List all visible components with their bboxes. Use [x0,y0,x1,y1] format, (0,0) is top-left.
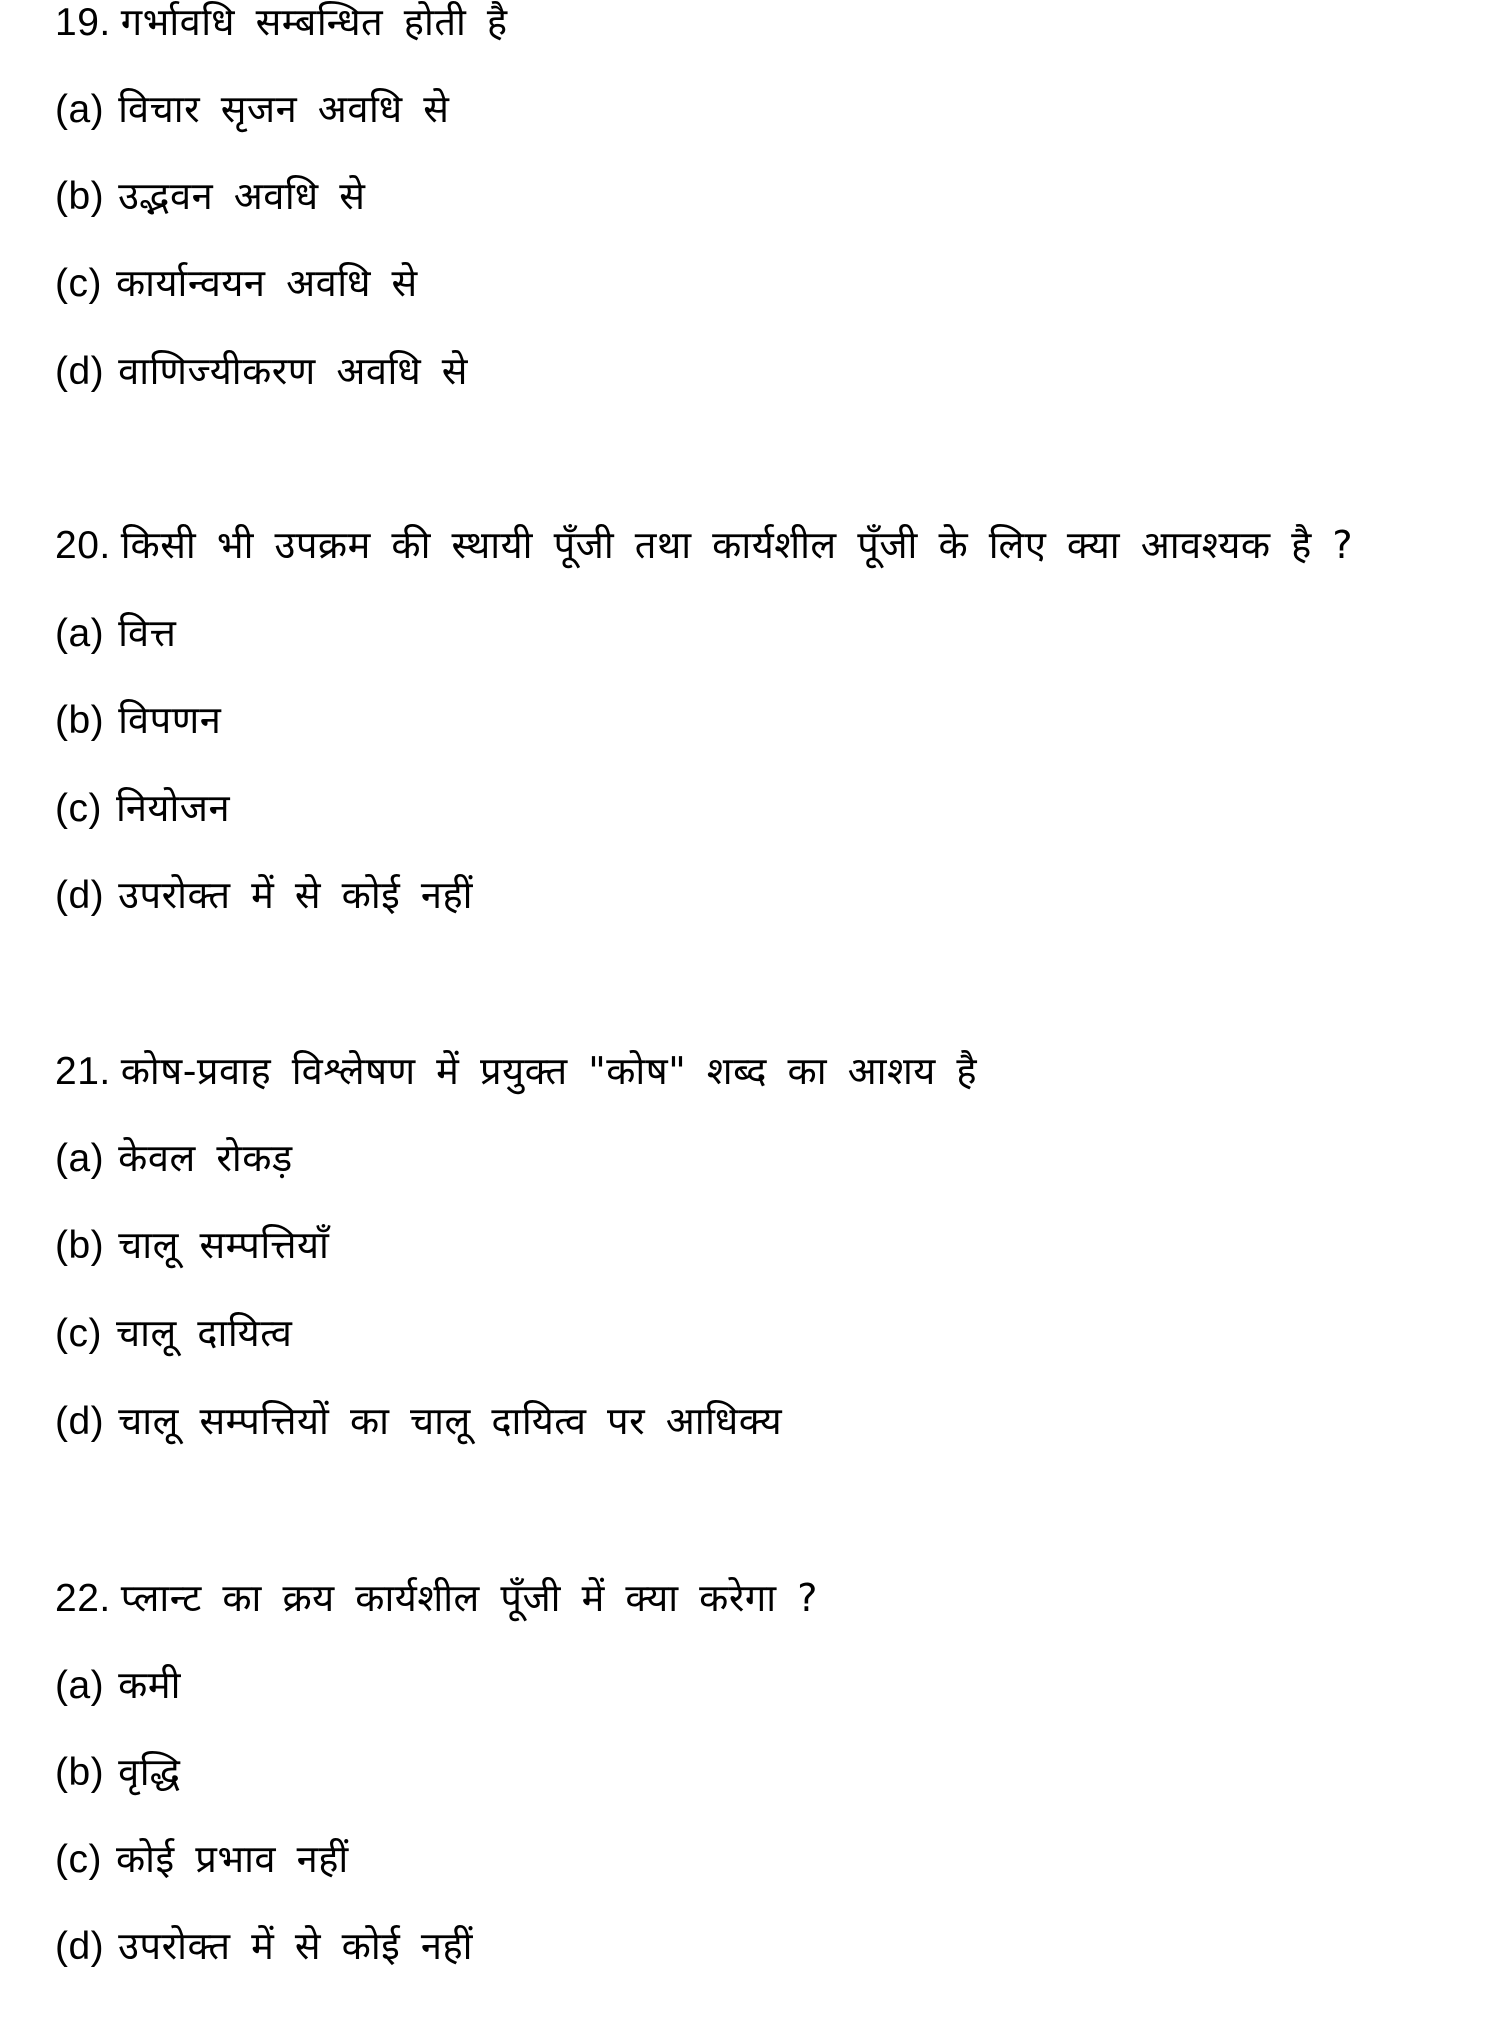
option-text: वृद्धि [118,1750,181,1794]
question-20-option-c [55,778,230,838]
question-19-option-a [55,79,449,139]
question-19-option-c [55,253,418,313]
option-label: (d) [55,874,105,917]
option-text: वित्त [118,611,177,655]
question-number: 19. [55,1,111,44]
question-22-option-c [55,1829,349,1889]
option-label: (d) [55,350,105,393]
option-text: विपणन [118,698,222,742]
option-label: (c) [55,1312,102,1355]
question-number: 20. [55,524,111,567]
option-label: (d) [55,1925,105,1968]
option-label: (b) [55,699,105,742]
option-label: (a) [55,88,105,131]
question-21-option-d [55,1391,782,1451]
question-21-option-a [55,1128,293,1188]
question-22-option-d [55,1916,473,1976]
option-label: (c) [55,262,102,305]
option-text: कमी [118,1663,181,1707]
option-label: (b) [55,175,105,218]
question-21-option-c [55,1303,292,1363]
option-text: उपरोक्त में से कोई नहीं [118,873,474,917]
option-text: विचार सृजन अवधि से [118,87,450,131]
option-text: उपरोक्त में से कोई नहीं [118,1924,474,1968]
question-19-option-d [55,341,468,401]
question-21-option-b [55,1215,329,1275]
question-21 [55,1041,977,1101]
question-22 [55,1568,818,1628]
option-text: कोई प्रभाव नहीं [115,1837,349,1881]
question-text: प्लान्ट का क्रय कार्यशील पूँजी में क्या करेगा ? [120,1576,818,1620]
option-label: (c) [55,787,102,830]
option-label: (a) [55,1664,105,1707]
question-text: गर्भावधि सम्बन्धित होती है [120,0,508,44]
option-label: (a) [55,1137,105,1180]
option-text: चालू दायित्व [115,1311,293,1355]
question-20-option-a [55,603,176,663]
question-number: 21. [55,1050,111,1093]
option-label: (b) [55,1224,105,1267]
option-text: चालू सम्पत्तियों का चालू दायित्व पर आधिक्य [118,1399,783,1443]
option-label: (c) [55,1838,102,1881]
question-20 [55,515,1353,575]
question-22-option-b [55,1742,181,1802]
question-19 [55,0,508,52]
option-text: उद्भवन अवधि से [118,174,366,218]
option-text: नियोजन [115,786,231,830]
option-text: केवल रोकड़ [118,1136,293,1180]
question-20-option-b [55,690,221,750]
option-text: चालू सम्पत्तियाँ [118,1223,330,1267]
question-text: कोष-प्रवाह विश्लेषण में प्रयुक्त "कोष" शब्द का आशय है [120,1049,978,1093]
question-20-option-d [55,865,473,925]
question-number: 22. [55,1577,111,1620]
option-label: (b) [55,1751,105,1794]
option-text: कार्यान्वयन अवधि से [115,261,418,305]
question-22-option-a [55,1655,181,1715]
question-19-option-b [55,166,365,226]
option-label: (d) [55,1400,105,1443]
question-text: किसी भी उपक्रम की स्थायी पूँजी तथा कार्यशील पूँजी के लिए क्या आवश्यक है ? [120,523,1354,567]
option-label: (a) [55,612,105,655]
option-text: वाणिज्यीकरण अवधि से [118,349,468,393]
